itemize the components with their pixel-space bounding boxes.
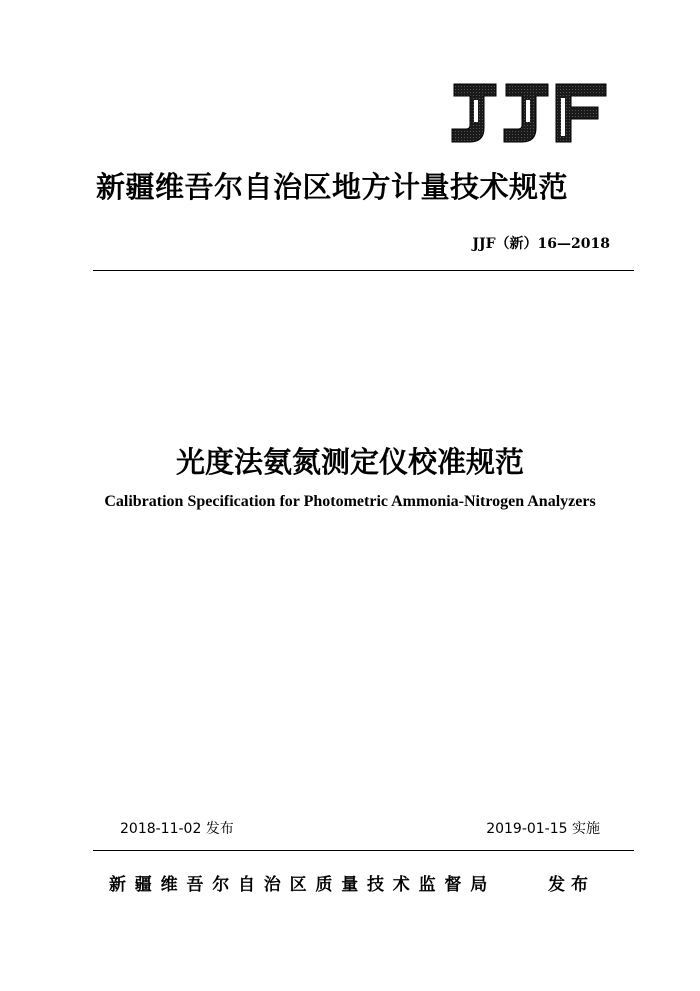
issue-date: 2018-11-02 发布 [120, 821, 234, 837]
standard-category: 新疆维吾尔自治区地方计量技术规范 [96, 170, 569, 204]
top-divider [93, 270, 634, 271]
standard-code: JJF（新）16—2018 [472, 236, 610, 252]
publisher-name: 新疆维吾尔自治区质量技术监督局 [109, 875, 496, 895]
implementation-date: 2019-01-15 实施 [486, 821, 600, 837]
document-title-chinese: 光度法氨氮测定仪校准规范 [175, 445, 524, 479]
publish-label: 发布 [548, 875, 594, 895]
jjf-logo [448, 82, 608, 144]
jjf-logo-mark [448, 82, 608, 144]
document-title-english: Calibration Specification for Photometric Ammonia-Nitrogen Analyzers [104, 493, 596, 510]
bottom-divider [93, 850, 634, 851]
